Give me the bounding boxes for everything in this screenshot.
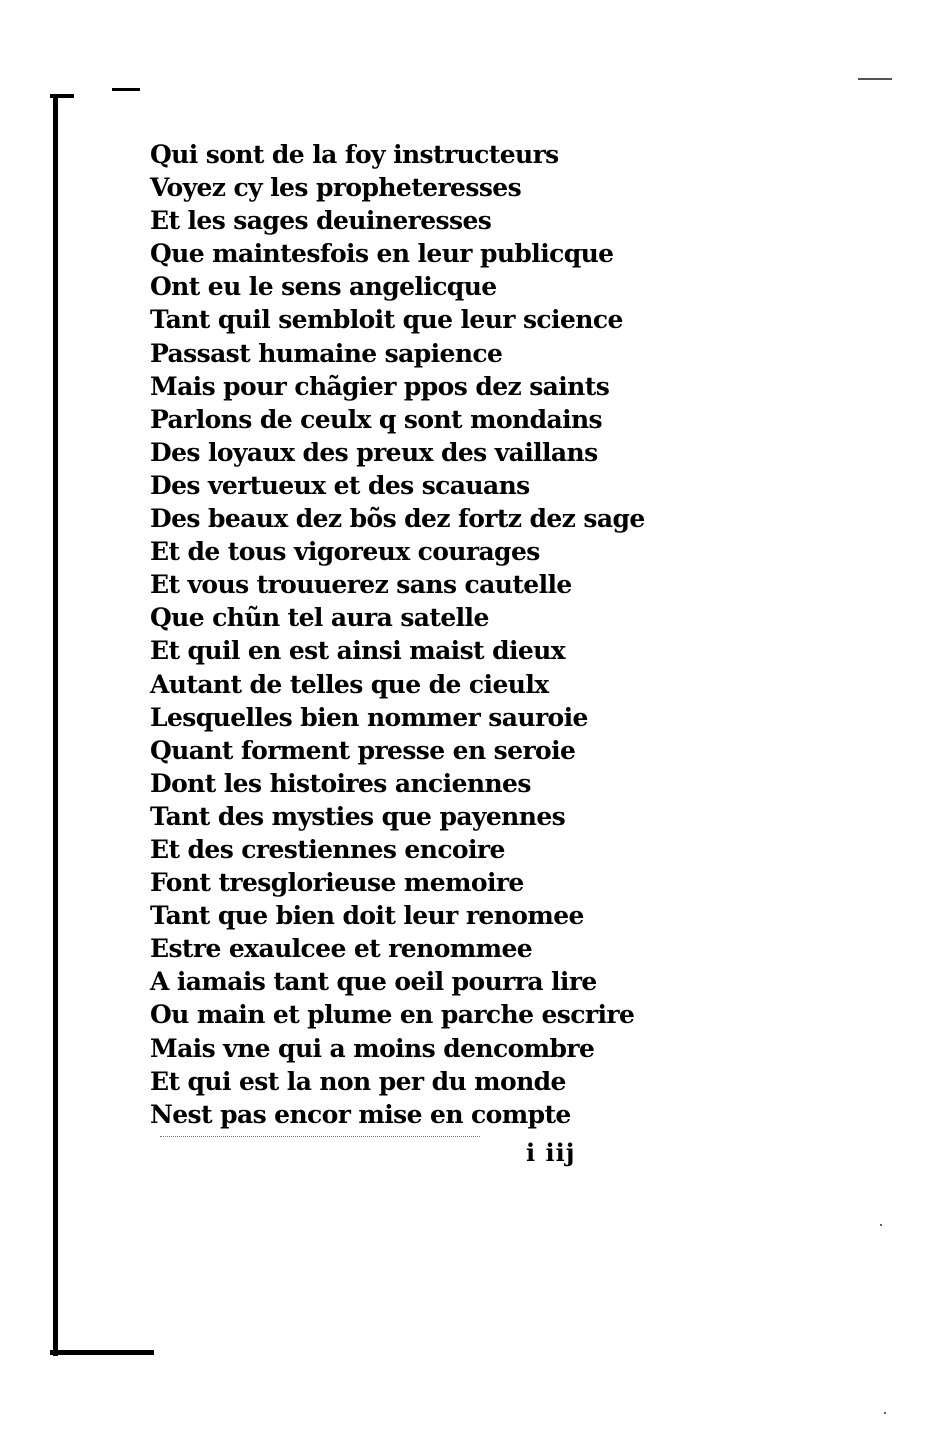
edge-speck — [884, 1412, 886, 1414]
verse-line: Et les sages deuineresses — [150, 206, 492, 236]
margin-rule-bottom-cap — [50, 1350, 154, 1355]
verse-line: Qui sont de la foy instructeurs — [150, 140, 559, 169]
verse-line: Parlons de ceulx q sont mondains — [150, 404, 603, 434]
verse-line: Dont les histoires anciennes — [150, 768, 531, 798]
edge-speck — [880, 1224, 882, 1226]
verse-line: Mais pour chãgier ppos dez saints — [150, 371, 610, 401]
verse-line: Voyez cy les propheteresses — [150, 173, 522, 203]
signature-mark: i iij — [526, 1138, 576, 1167]
top-dash-mark — [112, 88, 140, 91]
verse-line: Et vous trouuerez sans cautelle — [150, 570, 572, 600]
margin-rule — [53, 96, 58, 1356]
verse-line: Que chũn tel aura satelle — [150, 603, 489, 633]
verse-line: Et qui est la non per du monde — [150, 1066, 566, 1096]
verse-block — [150, 138, 645, 1131]
verse-line: Et quil en est ainsi maist dieux — [150, 636, 566, 666]
verse-line: Lesquelles bien nommer sauroie — [150, 702, 588, 732]
verse-line: Estre exaulcee et renommee — [150, 934, 533, 964]
verse-line: Autant de telles que de cieulx — [150, 669, 549, 699]
verse-line: A iamais tant que oeil pourra lire — [150, 967, 597, 997]
verse-line: Tant des mysties que payennes — [150, 801, 566, 831]
verse-line: Des beaux dez bõs dez fortz dez sage — [150, 504, 645, 534]
verse-line: Et des crestiennes encoire — [150, 834, 505, 864]
verse-line: Font tresglorieuse memoire — [150, 868, 524, 898]
edge-speck — [858, 78, 892, 80]
verse-line: Tant quil sembloit que leur science — [150, 305, 623, 335]
verse-line: Des loyaux des preux des vaillans — [150, 437, 598, 467]
verse-line: Ou main et plume en parche escrire — [150, 1000, 635, 1030]
verse-line: Nest pas encor mise en compte — [150, 1099, 571, 1129]
verse-line: Que maintesfois en leur publicque — [150, 239, 614, 269]
bottom-ink-dots — [160, 1136, 480, 1139]
verse-line: Tant que bien doit leur renomee — [150, 901, 584, 931]
verse-line: Des vertueux et des scauans — [150, 470, 530, 500]
verse-line: Passast humaine sapience — [150, 338, 503, 368]
verse-line: Quant forment presse en seroie — [150, 735, 576, 765]
margin-rule-top-cap — [50, 94, 74, 98]
verse-line: Et de tous vigoreux courages — [150, 537, 540, 567]
verse-line: Mais vne qui a moins dencombre — [150, 1033, 595, 1063]
verse-line: Ont eu le sens angelicque — [150, 272, 497, 302]
